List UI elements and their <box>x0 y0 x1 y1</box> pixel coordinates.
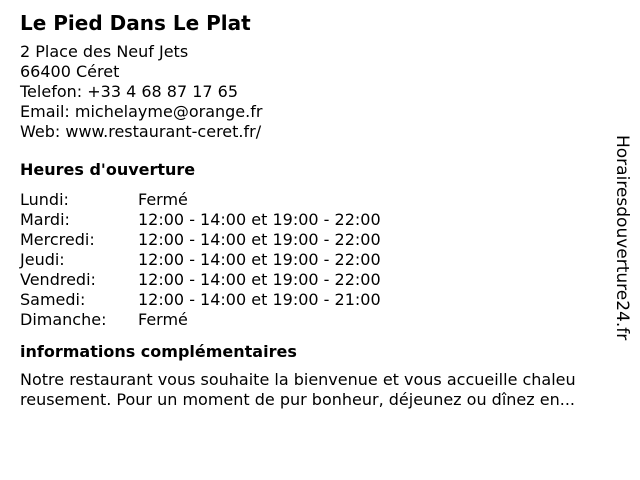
hours-row <box>20 210 610 230</box>
city-address: 66400 Céret <box>20 62 120 81</box>
day-label: Mercredi: <box>20 230 95 249</box>
hours-row <box>20 310 610 330</box>
street-address: 2 Place des Neuf Jets <box>20 42 189 61</box>
hours-row <box>20 250 610 270</box>
day-hours: Fermé <box>138 190 188 209</box>
info-line: reusement. Pour un moment de pur bonheur, déjeunez ou dînez en... <box>20 390 575 409</box>
day-label: Dimanche: <box>20 310 107 329</box>
day-label: Samedi: <box>20 290 86 309</box>
hours-row <box>20 290 610 310</box>
day-label: Jeudi: <box>20 250 65 269</box>
hours-row <box>20 270 610 290</box>
additional-info-text <box>20 370 620 410</box>
day-hours: Fermé <box>138 310 188 329</box>
restaurant-card <box>20 10 610 410</box>
day-hours: 12:00 - 14:00 et 19:00 - 22:00 <box>138 230 381 249</box>
day-label: Lundi: <box>20 190 69 209</box>
opening-hours-heading: Heures d'ouverture <box>20 160 196 179</box>
restaurant-name: Le Pied Dans Le Plat <box>20 11 251 35</box>
website-link[interactable]: Web: www.restaurant-ceret.fr/ <box>20 122 262 141</box>
hours-row <box>20 230 610 250</box>
watermark-text: Horairesdouverture24.fr <box>612 135 632 341</box>
hours-row <box>20 190 610 210</box>
day-label: Vendredi: <box>20 270 96 289</box>
email-address[interactable]: Email: michelayme@orange.fr <box>20 102 263 121</box>
day-hours: 12:00 - 14:00 et 19:00 - 22:00 <box>138 270 381 289</box>
day-hours: 12:00 - 14:00 et 19:00 - 22:00 <box>138 250 381 269</box>
info-line: Notre restaurant vous souhaite la bienvenue et vous accueille chaleu <box>20 370 576 389</box>
day-hours: 12:00 - 14:00 et 19:00 - 22:00 <box>138 210 381 229</box>
day-hours: 12:00 - 14:00 et 19:00 - 21:00 <box>138 290 381 309</box>
phone-number[interactable]: Telefon: +33 4 68 87 17 65 <box>20 82 239 101</box>
opening-hours-table <box>20 190 610 330</box>
day-label: Mardi: <box>20 210 70 229</box>
additional-info-heading: informations complémentaires <box>20 342 297 361</box>
site-watermark <box>610 135 636 345</box>
address-block <box>20 42 610 142</box>
